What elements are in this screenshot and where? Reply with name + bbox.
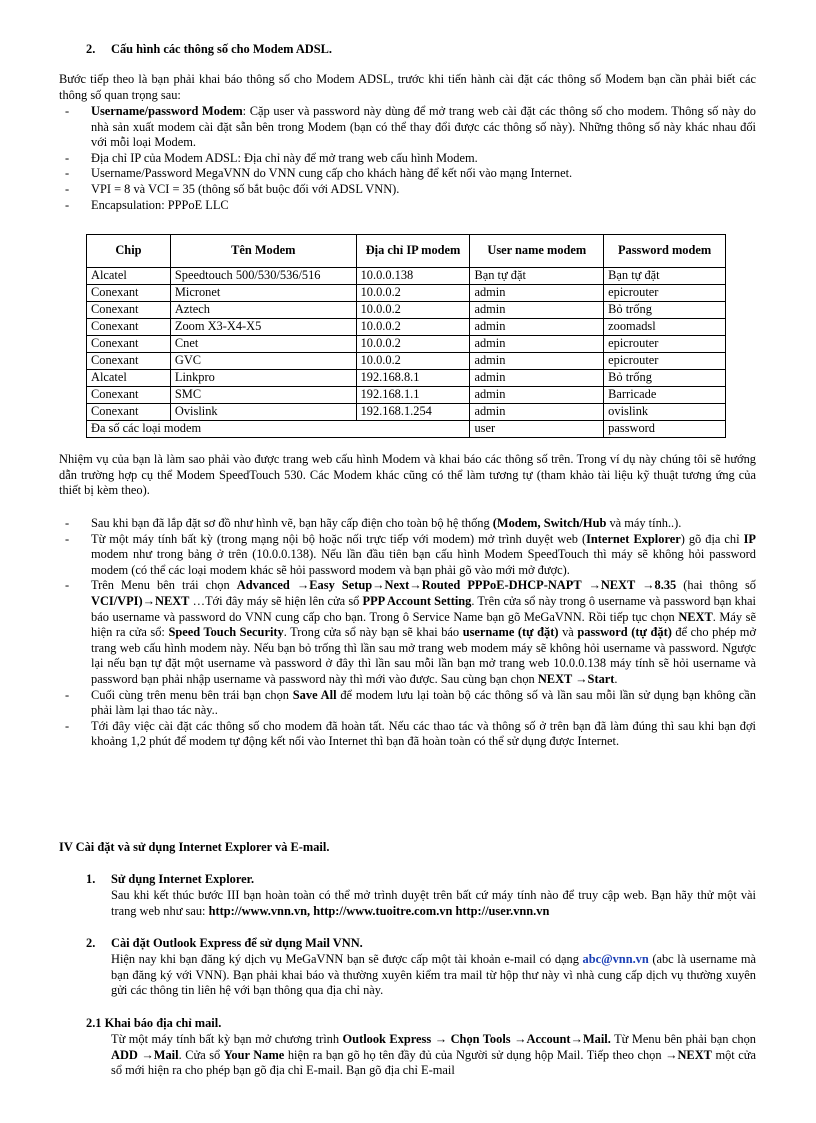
table-cell: admin xyxy=(470,302,604,319)
table-row xyxy=(87,353,726,370)
table-cell: ovislink xyxy=(604,404,726,421)
table-cell: epicrouter xyxy=(604,353,726,370)
table-cell: Conexant xyxy=(87,319,171,336)
table-cell: admin xyxy=(470,370,604,387)
table-cell: admin xyxy=(470,404,604,421)
list-item: - Từ một máy tính bất kỳ (trong mạng nội bộ hoặc nối trực tiếp với modem) mở trình duyệt web (Internet Explorer) gõ địa chỉ IP modem như trong bảng ở trên (10.0.0.138). Nếu lần đầu tiên bạn cấu hình Modem SpeedTouch thì máy sẽ không hỏi password modem (có thể các loại modem khác sẽ hỏi password modem và bạn phải gõ vào mới mở được). xyxy=(65,531,756,577)
table-cell: epicrouter xyxy=(604,336,726,353)
table-cell: 10.0.0.2 xyxy=(356,285,470,302)
subsection-2-1-title: 2.1 Khai báo địa chỉ mail. xyxy=(86,1016,222,1030)
table-row xyxy=(87,302,726,319)
table-cell: 192.168.8.1 xyxy=(356,370,470,387)
list-item: - Địa chỉ IP của Modem ADSL: Địa chỉ này để mở trang web cấu hình Modem. xyxy=(65,150,478,165)
table-cell: epicrouter xyxy=(604,285,726,302)
list-item: - Username/password Modem: Cặp user và password này dùng để mở trang web cài đặt các thông số cho modem. Thông số này do nhà sản xuất modem cài đặt sẵn bên trong Modem (bạn có thể thay đổi được các thông số này). Những thông số này khác nhau đối với mỗi loại Modem. xyxy=(65,104,756,150)
subsection-1-text: Sau khi kết thúc bước III bạn hoàn toàn có thể mở trình duyệt trên bất cứ máy tính nào để truy cập web. Bạn hãy thử một vài trang web như sau: http://www.vnn.vn, http://www.tuoitre.com.vn http://user.vnn.vn xyxy=(111,888,756,918)
table-cell: admin xyxy=(470,353,604,370)
table-cell: Linkpro xyxy=(170,370,356,387)
subsection-1-title: Sử dụng Internet Explorer. xyxy=(111,872,255,886)
table-cell: zoomadsl xyxy=(604,319,726,336)
table-cell: Barricade xyxy=(604,387,726,404)
table-cell: 192.168.1.1 xyxy=(356,387,470,404)
footer-label: Đa số các loại modem xyxy=(87,421,470,438)
table-cell: admin xyxy=(470,336,604,353)
table-cell: GVC xyxy=(170,353,356,370)
table-cell: Micronet xyxy=(170,285,356,302)
table-row xyxy=(87,336,726,353)
subsection-2-text: Hiện nay khi bạn đăng ký dịch vụ MeGaVNN bạn sẽ được cấp một tài khoản e-mail có dạng abc@vnn.vn (abc là username mà bạn đăng ký với VNN). Bạn phải khai báo và thường xuyên kiểm tra mail từ hộp thư này vì nhà cung cấp dịch vụ thường xuyên gửi các thông tin liên hệ với bạn thông qua địa chỉ này. xyxy=(111,952,756,998)
table-cell: Alcatel xyxy=(87,370,171,387)
table-cell: Conexant xyxy=(87,285,171,302)
table-cell: Bạn tự đặt xyxy=(470,268,604,285)
footer-user: user xyxy=(470,421,604,438)
table-cell: Conexant xyxy=(87,404,171,421)
table-cell: Zoom X3-X4-X5 xyxy=(170,319,356,336)
subsection-2-number: 2. xyxy=(86,936,96,950)
table-cell: Ovislink xyxy=(170,404,356,421)
subsection-2-title: Cài đặt Outlook Express để sử dụng Mail VNN. xyxy=(111,936,363,950)
task-paragraph: Nhiệm vụ của bạn là làm sao phải vào được trang web cấu hình Modem và khai báo các thông số trên. Trong ví dụ này chúng tôi sẽ hướng dẫn trường hợp cụ thể Modem SpeedTouch 530. Các Modem khác cũng có thể làm tương tự (tham khảo tài liệu kỹ thuật tương ứng của thiết bị kèm theo). xyxy=(59,452,756,498)
table-cell: Bỏ trống xyxy=(604,302,726,319)
section-2-intro: Bước tiếp theo là bạn phải khai báo thông số cho Modem ADSL, trước khi tiến hành cài đặt các thông số Modem bạn cần phải biết các thông số quan trọng sau: xyxy=(59,72,756,102)
modem-table xyxy=(86,234,726,438)
list-item: - VPI = 8 và VCI = 35 (thông số bắt buộc đối với ADSL VNN). xyxy=(65,181,400,196)
list-item: - Username/Password MegaVNN do VNN cung cấp cho khách hàng để kết nối vào mạng Internet. xyxy=(65,166,573,181)
table-cell: Conexant xyxy=(87,302,171,319)
list-item: - Cuối cùng trên menu bên trái bạn chọn Save All để modem lưu lại toàn bộ các thông số và lần sau mỗi lần sử dụng bạn không cần phải làm lại thao tác này.. xyxy=(65,687,756,718)
table-row xyxy=(87,404,726,421)
table-cell: admin xyxy=(470,319,604,336)
table-cell: Bạn tự đặt xyxy=(604,268,726,285)
table-row xyxy=(87,370,726,387)
table-header-row xyxy=(87,235,726,268)
header-modem-name: Tên Modem xyxy=(170,235,356,268)
section-2-number: 2. xyxy=(86,42,96,56)
table-row xyxy=(87,319,726,336)
table-row xyxy=(87,285,726,302)
table-cell: Conexant xyxy=(87,387,171,404)
table-cell: Alcatel xyxy=(87,268,171,285)
list-item: - Encapsulation: PPPoE LLC xyxy=(65,197,229,212)
list-item: - Trên Menu bên trái chọn Advanced →Easy Setup→Next→Routed PPPoE-DHCP-NAPT →NEXT →8.35 (hai thông số VCI/VPI)→NEXT …Tới đây máy sẽ hiện lên cửa sổ PPP Account Setting. Trên cửa sổ này trong ô username và password bạn khai báo username và password do VNN cung cấp cho bạn. Trong ô Service Name bạn gõ MeGaVNN. Rồi tiếp tục chọn NEXT. Máy sẽ hiện ra cửa sổ: Speed Touch Security. Trong cửa sổ này bạn sẽ khai báo username (tự đặt) và password (tự đặt) để cho phép mở trang web cấu hình modem này. Nếu bạn bỏ trống thì lần sau mở trang web modem máy sẽ không hỏi username và password. Ngược lại nếu bạn tự đặt một username và password ở đây thì lần sau mỗi lần bạn mở trang web 10.0.0.138 máy tính sẽ hỏi username và password bạn phải nhập username và password này thì mới vào được. Sau cùng bạn chọn NEXT →Start. xyxy=(65,578,757,686)
table-cell: Speedtouch 500/530/536/516 xyxy=(170,268,356,285)
table-cell: 10.0.0.2 xyxy=(356,319,470,336)
table-cell: 10.0.0.2 xyxy=(356,302,470,319)
footer-password: password xyxy=(604,421,726,438)
list-item: - Sau khi bạn đã lắp đặt sơ đồ như hình vẽ, bạn hãy cấp điện cho toàn bộ hệ thống (Modem, Switch/Hub và máy tính..). xyxy=(65,516,682,530)
header-username: User name modem xyxy=(470,235,604,268)
table-footer-row xyxy=(87,421,726,438)
table-row xyxy=(87,268,726,285)
table-cell: 192.168.1.254 xyxy=(356,404,470,421)
table-cell: 10.0.0.2 xyxy=(356,336,470,353)
subsection-2-1-text: Từ một máy tính bất kỳ bạn mở chương trình Outlook Express → Chọn Tools →Account→Mail. Từ Menu bên phải bạn chọn ADD →Mail. Cửa sổ Your Name hiện ra bạn gõ họ tên đầy đủ của Người sử dụng hộp Mail. Tiếp theo chọn →NEXT một cửa sổ mới hiện ra cho phép bạn gõ địa chỉ E-mail. Bạn gõ địa chỉ E-mail xyxy=(111,1032,757,1078)
setup-steps xyxy=(59,516,756,750)
parameter-list xyxy=(59,104,756,213)
table-cell: admin xyxy=(470,387,604,404)
section-2-heading: Cấu hình các thông số cho Modem ADSL. xyxy=(111,42,332,56)
table-cell: Aztech xyxy=(170,302,356,319)
table-cell: Conexant xyxy=(87,336,171,353)
example-links: http://www.vnn.vn, http://www.tuoitre.com.vn http://user.vnn.vn xyxy=(208,903,550,918)
section-4-heading: IV Cài đặt và sử dụng Internet Explorer và E-mail. xyxy=(59,840,330,854)
subsection-1-number: 1. xyxy=(86,872,96,886)
email-example: abc@vnn.vn xyxy=(582,952,649,966)
table-cell: 10.0.0.2 xyxy=(356,353,470,370)
header-ip: Địa chỉ IP modem xyxy=(356,235,470,268)
table-cell: Bỏ trống xyxy=(604,370,726,387)
table-row xyxy=(87,387,726,404)
table-cell: SMC xyxy=(170,387,356,404)
header-password: Password modem xyxy=(604,235,726,268)
list-item: - Tới đây việc cài đặt các thông số cho modem đã hoàn tất. Nếu các thao tác và thông số ở trên bạn đã làm đúng thì sau khi bạn đợi khoảng 1,2 phút để modem tự động kết nối vào Internet thì bạn đã hoàn toàn có thể sử dụng được Internet. xyxy=(65,718,756,749)
header-chip: Chip xyxy=(87,235,171,268)
table-cell: Conexant xyxy=(87,353,171,370)
table-cell: Cnet xyxy=(170,336,356,353)
table-cell: 10.0.0.138 xyxy=(356,268,470,285)
table-cell: admin xyxy=(470,285,604,302)
